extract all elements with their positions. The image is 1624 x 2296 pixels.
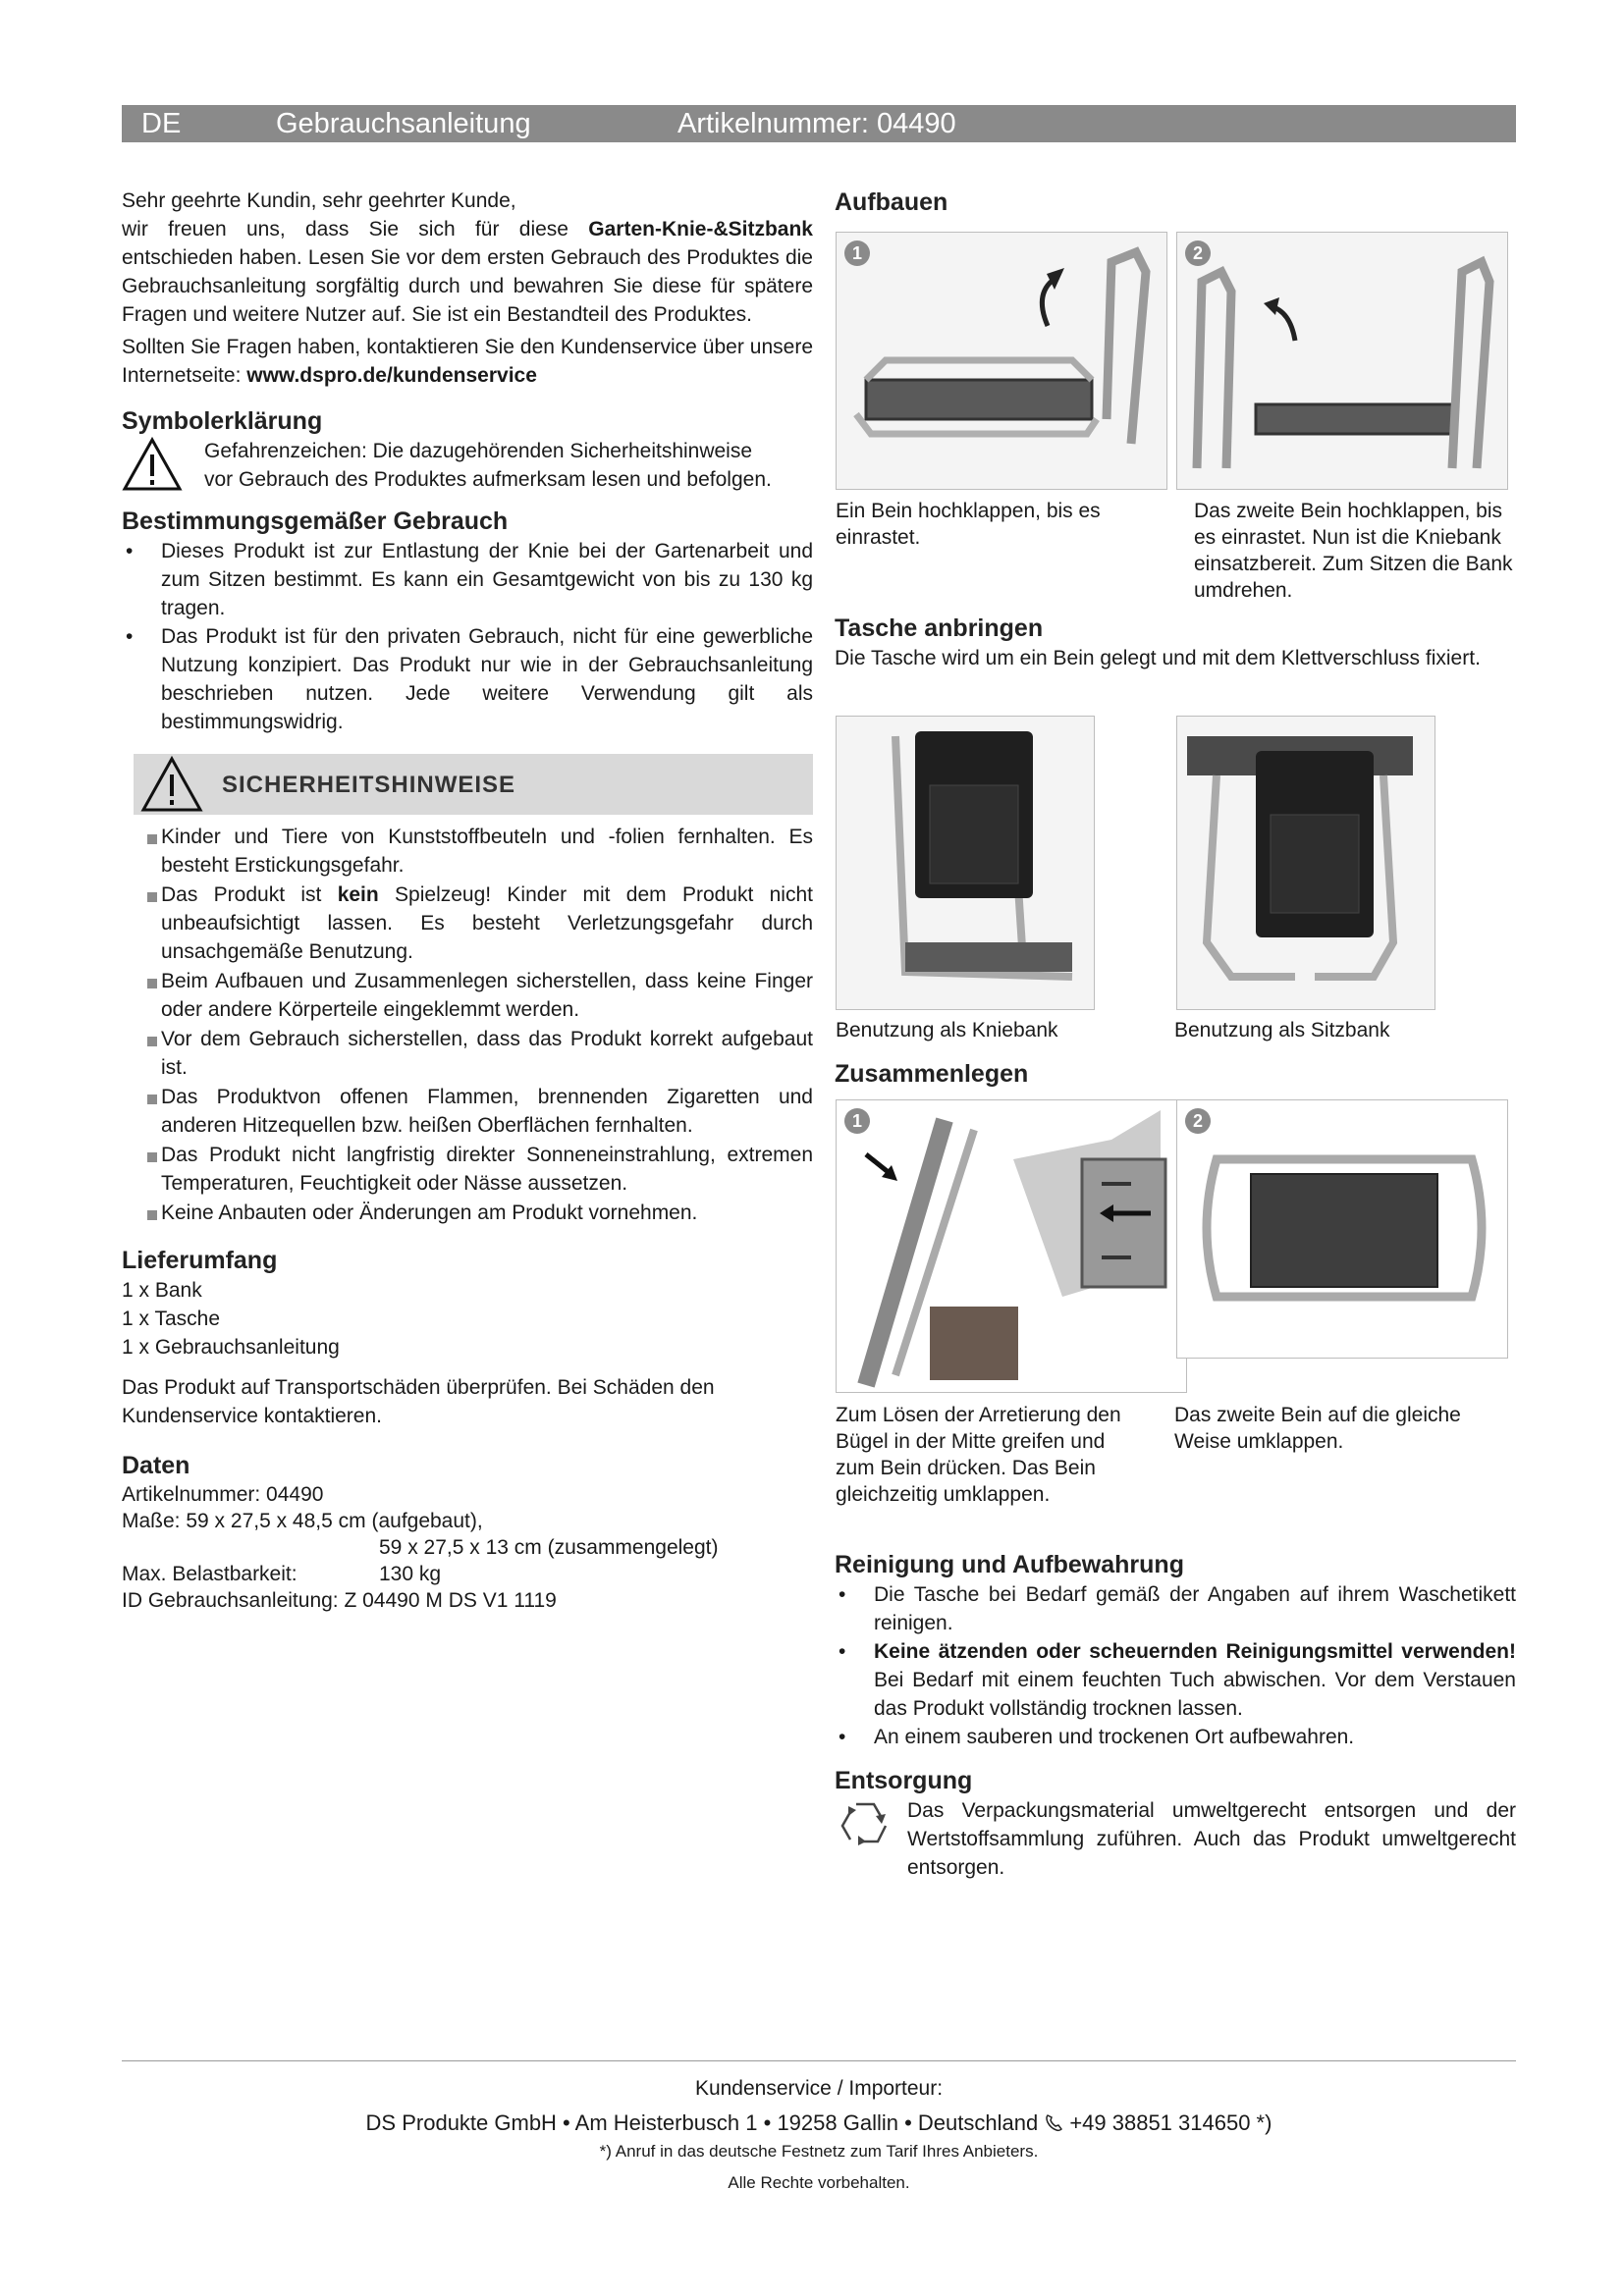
- bag-text: Die Tasche wird um ein Bein gelegt und mit dem Klettverschluss fixiert.: [835, 647, 1481, 669]
- kneeling-use-image: [836, 716, 1095, 1010]
- phone-icon: [1044, 2113, 1063, 2133]
- delivery-note: Das Produkt auf Transportschäden überprüfen. Bei Schäden den Kundenservice kontaktieren.: [122, 1376, 715, 1427]
- bench-open-illustration: [1177, 233, 1507, 489]
- usage-heading: Bestimmungsgemäßer Gebrauch: [122, 507, 509, 535]
- data-id: ID Gebrauchsanleitung: Z 04490 M DS V1 1119: [122, 1589, 557, 1612]
- cleaning-section: [835, 1549, 1516, 1882]
- warning-triangle-icon: [139, 755, 204, 814]
- list-item: • Die Tasche bei Bedarf gemäß der Angaben auf ihrem Waschetikett reinigen.: [835, 1580, 1516, 1637]
- danger-symbol-text: Gefahrenzeichen: Die dazugehörenden Sicherheitshinweise vor Gebrauch des Produktes aufmerksam lesen und befolgen.: [204, 440, 772, 491]
- footer-divider: [122, 2060, 1516, 2061]
- bench-fold-illustration: [837, 233, 1166, 489]
- disposal-row: [835, 1796, 1516, 1882]
- folding-step2-caption: Das zweite Bein auf die gleiche Weise umklappen.: [1174, 1404, 1461, 1453]
- list-item: Das Produkt nicht langfristig direkter Sonneneinstrahlung, extremen Temperaturen, Feuchtigkeit oder Nässe aussetzen.: [122, 1141, 813, 1198]
- dims-built: 59 x 27,5 x 48,5 cm (aufgebaut),: [186, 1510, 483, 1532]
- safety-heading: SICHERHEITSHINWEISE: [222, 771, 516, 798]
- kneeling-use-caption: Benutzung als Kniebank: [836, 1019, 1058, 1041]
- unlock-illustration: [837, 1100, 1186, 1392]
- assembly-section: [835, 187, 1516, 218]
- data-dims-row: Maße: 59 x 27,5 x 48,5 cm (aufgebaut),: [122, 1510, 483, 1532]
- assembly-heading: Aufbauen: [835, 188, 948, 216]
- disposal-heading: Entsorgung: [835, 1767, 973, 1794]
- delivery-heading: Lieferumfang: [122, 1247, 278, 1274]
- folding-step1-image: [836, 1099, 1187, 1393]
- footer-rights: Alle Rechte vorbehalten.: [728, 2173, 910, 2192]
- list-item: Kinder und Tiere von Kunststoffbeuteln und -folien fernhalten. Es besteht Erstickungsgefahr.: [122, 823, 813, 880]
- bag-heading: Tasche anbringen: [835, 614, 1044, 642]
- list-item: • Keine ätzenden oder scheuernden Reinigungsmittel verwenden! Bei Bedarf mit einem feuchten Tuch abwischen. Vor dem Verstauen das Produkt vollständig trocknen lassen.: [835, 1637, 1516, 1723]
- step-number: 1: [844, 1108, 870, 1134]
- cleaning-list: [835, 1580, 1516, 1751]
- bench-with-bag-illustration: [1177, 717, 1435, 1009]
- list-item: • Dieses Produkt ist zur Entlastung der Knie bei der Gartenarbeit und zum Sitzen bestimmt. Es kann ein Gesamtgewicht von bis zu 130 kg tragen.: [122, 537, 813, 622]
- assembly-step1-image: [836, 232, 1167, 490]
- list-item: Das Produkt ist kein Spielzeug! Kinder mit dem Produkt nicht unbeaufsichtigt lassen. Es besteht Verletzungsgefahr durch unsachgemäße Benutzung.: [122, 881, 813, 966]
- warning-triangle-icon: [122, 437, 183, 492]
- footer-importer-label: Kundenservice / Importeur:: [694, 2077, 944, 2100]
- folding-step1-caption: Zum Lösen der Arretierung den Bügel in der Mitte greifen und zum Bein drücken. Das Bein gleichzeitig umklappen.: [836, 1404, 1121, 1506]
- data-heading: Daten: [122, 1452, 190, 1479]
- language-code: DE: [141, 108, 182, 139]
- list-item: Vor dem Gebrauch sicherstellen, dass das Produkt korrekt aufgebaut ist.: [122, 1025, 813, 1082]
- sitting-use-image: [1176, 716, 1435, 1010]
- list-item: • Das Produkt ist für den privaten Gebrauch, nicht für eine gewerbliche Nutzung konzipiert. Das Produkt nur wie in der Gebrauchsanleitung beschrieben nutzen. Jede weitere Verwendung gilt als bestimmungswidrig.: [122, 622, 813, 736]
- list-item: Das Produktvon offenen Flammen, brennenden Zigaretten und anderen Hitzequellen bzw. heißen Oberflächen fernhalten.: [122, 1083, 813, 1140]
- delivery-item: 1 x Tasche: [122, 1308, 221, 1330]
- step-number: 2: [1185, 1108, 1211, 1134]
- left-column: [122, 187, 813, 1614]
- article-number: Artikelnummer: 04490: [677, 108, 956, 139]
- assembly-step1-caption: Ein Bein hochklappen, bis es einrastet.: [836, 500, 1101, 549]
- product-name: Garten-Knie-&Sitzbank: [588, 218, 813, 240]
- bench-with-bag-illustration: [837, 717, 1094, 1009]
- list-item: • An einem sauberen und trockenen Ort aufbewahren.: [835, 1723, 1516, 1751]
- header-bar: [122, 105, 1516, 142]
- delivery-item: 1 x Bank: [122, 1279, 202, 1302]
- recycling-icon: [835, 1796, 895, 1849]
- intro-paragraph: wir freuen uns, dass Sie sich für diese Garten-Knie-&Sitzbank entschieden haben. Lesen Sie vor dem ersten Gebrauch des Produktes die Gebrauchsanleitung sorgfältig durch und bewahren Sie diese für spätere Fragen und weitere Nutzer auf. Sie ist ein Bestandteil des Produktes.: [122, 218, 813, 326]
- footer-call-note: *) Anruf in das deutsche Festnetz zum Tarif Ihres Anbieters.: [599, 2142, 1039, 2161]
- usage-list: [122, 537, 813, 736]
- footer-address: DS Produkte GmbH • Am Heisterbusch 1 • 19258 Gallin • Deutschland +49 38851 314650 *): [365, 2110, 1272, 2135]
- assembly-step2-caption: Das zweite Bein hochklappen, bis es einrastet. Nun ist die Kniebank einsatzbereit. Zum Sitzen die Bank umdrehen.: [1194, 500, 1513, 602]
- folding-step2-image: [1176, 1099, 1508, 1359]
- data-block: [122, 1481, 813, 1614]
- safety-list: [122, 823, 813, 1227]
- danger-symbol-row: [122, 437, 813, 494]
- greeting: Sehr geehrte Kundin, sehr geehrter Kunde,: [122, 189, 516, 212]
- folding-section: [835, 1058, 1516, 1090]
- step-number: 2: [1185, 240, 1211, 266]
- cleaning-heading: Reinigung und Aufbewahrung: [835, 1551, 1184, 1578]
- assembly-step2-image: [1176, 232, 1508, 490]
- sitting-use-caption: Benutzung als Sitzbank: [1174, 1019, 1390, 1041]
- bag-section: [835, 613, 1516, 672]
- safety-banner: [134, 754, 813, 815]
- list-item: Keine Anbauten oder Änderungen am Produkt vornehmen.: [122, 1199, 813, 1227]
- data-load-row: Max. Belastbarkeit: 130 kg: [122, 1563, 442, 1585]
- folded-bench-illustration: [1177, 1100, 1507, 1358]
- questions-paragraph: Sollten Sie Fragen haben, kontaktieren Sie den Kundenservice über unsere Internetseite: www.dspro.de/kundenservice: [122, 336, 813, 387]
- list-item: Beim Aufbauen und Zusammenlegen sicherstellen, dass keine Finger oder andere Körperteile eingeklemmt werden.: [122, 967, 813, 1024]
- symbols-heading: Symbolerklärung: [122, 407, 323, 435]
- phone-number[interactable]: +49 38851 314650 *): [1069, 2110, 1272, 2135]
- folding-heading: Zusammenlegen: [835, 1060, 1029, 1088]
- delivery-item: 1 x Gebrauchsanleitung: [122, 1336, 340, 1359]
- step-number: 1: [844, 240, 870, 266]
- service-url[interactable]: www.dspro.de/kundenservice: [246, 364, 537, 387]
- data-article: Artikelnummer: 04490: [122, 1483, 324, 1506]
- document-title: Gebrauchsanleitung: [276, 108, 531, 139]
- dims-folded: 59 x 27,5 x 13 cm (zusammengelegt): [379, 1536, 719, 1559]
- disposal-text: Das Verpackungsmaterial umweltgerecht entsorgen und der Wertstoffsammlung zuführen. Auch das Produkt umweltgerecht entsorgen.: [907, 1799, 1516, 1879]
